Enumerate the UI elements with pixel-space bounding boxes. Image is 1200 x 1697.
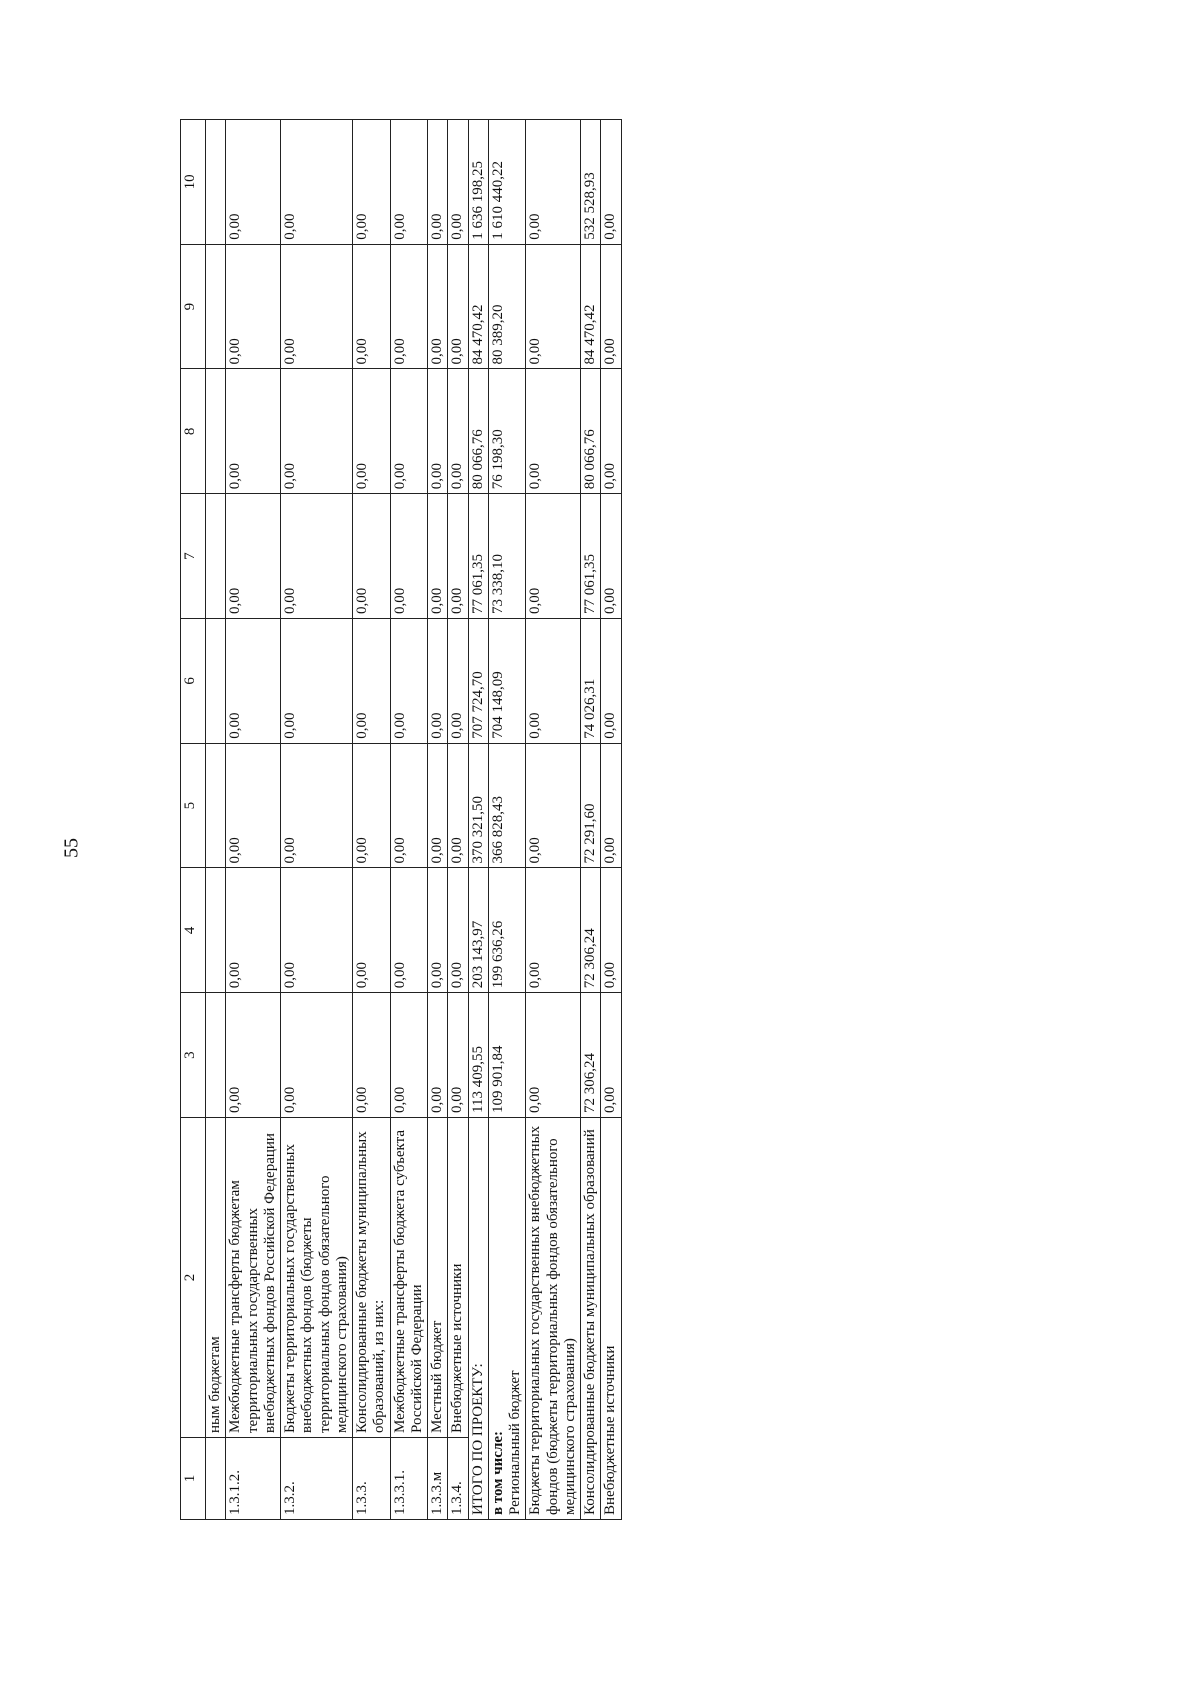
breakdown-name: Региональный бюджет [507, 1370, 523, 1515]
continuation-row [206, 120, 226, 1520]
breakdown-name: Внебюджетные источники [601, 1118, 621, 1520]
value-cell: 0,00 [448, 494, 468, 619]
value-cell: 0,00 [390, 743, 428, 868]
value-cell: 0,00 [226, 244, 281, 369]
value-cell: 0,00 [353, 993, 391, 1118]
row-id: 1.3.2. [281, 1438, 353, 1520]
value-cell: 203 143,97 [468, 868, 488, 993]
table-row [390, 120, 428, 1520]
value-cell: 0,00 [226, 619, 281, 744]
value-cell: 80 066,76 [581, 369, 601, 494]
value-cell: 0,00 [428, 369, 448, 494]
value-cell: 77 061,35 [468, 494, 488, 619]
value-cell: 109 901,84 [488, 993, 526, 1118]
value-cell: 0,00 [353, 868, 391, 993]
table-row [226, 120, 281, 1520]
value-cell: 0,00 [601, 120, 621, 245]
value-cell: 0,00 [428, 993, 448, 1118]
value-cell: 72 306,24 [581, 868, 601, 993]
value-cell: 0,00 [281, 868, 353, 993]
value-cell: 0,00 [281, 619, 353, 744]
table-row [281, 120, 353, 1520]
value-cell: 0,00 [226, 743, 281, 868]
value-cell: 1 636 198,25 [468, 120, 488, 245]
row-id: 1.3.3. [353, 1438, 391, 1520]
value-cell: 0,00 [601, 993, 621, 1118]
value-cell: 0,00 [526, 868, 581, 993]
value-cell: 0,00 [281, 369, 353, 494]
value-cell: 0,00 [448, 619, 468, 744]
value-cell: 0,00 [448, 244, 468, 369]
header-cell: 7 [181, 494, 206, 619]
value-cell: 0,00 [448, 993, 468, 1118]
breakdown-row [526, 120, 581, 1520]
value-cell: 113 409,55 [468, 993, 488, 1118]
value-cell: 0,00 [428, 120, 448, 245]
value-cell: 0,00 [448, 743, 468, 868]
breakdown-prefix: в том числе: [489, 1430, 506, 1515]
header-cell: 9 [181, 244, 206, 369]
value-cell: 0,00 [353, 619, 391, 744]
row-name: Бюджеты территориальных государственных внебюджетных фондов (бюджеты территориальных фондов обязательного медицинского страхования) [281, 1118, 353, 1438]
header-cell: 10 [181, 120, 206, 245]
value-cell: 0,00 [353, 369, 391, 494]
value-cell: 0,00 [390, 369, 428, 494]
value-cell: 0,00 [448, 868, 468, 993]
value-cell: 77 061,35 [581, 494, 601, 619]
breakdown-name: Консолидированные бюджеты муниципальных образований [581, 1118, 601, 1520]
value-cell: 0,00 [226, 120, 281, 245]
value-cell: 0,00 [601, 743, 621, 868]
value-cell: 370 321,50 [468, 743, 488, 868]
breakdown-label [488, 1118, 526, 1520]
value-cell: 72 291,60 [581, 743, 601, 868]
value-cell: 0,00 [428, 619, 448, 744]
value-cell: 0,00 [353, 244, 391, 369]
row-name: Внебюджетные источники [448, 1118, 468, 1438]
value-cell: 0,00 [390, 120, 428, 245]
table-row [448, 120, 468, 1520]
value-cell: 76 198,30 [488, 369, 526, 494]
table-row [428, 120, 448, 1520]
total-label: ИТОГО ПО ПРОЕКТУ: [468, 1118, 488, 1520]
breakdown-row [581, 120, 601, 1520]
value-cell: 0,00 [601, 244, 621, 369]
value-cell: 0,00 [428, 244, 448, 369]
header-cell: 6 [181, 619, 206, 744]
row-name: Межбюджетные трансферты бюджета субъекта Российской Федерации [390, 1118, 428, 1438]
value-cell: 0,00 [448, 120, 468, 245]
value-cell: 0,00 [390, 868, 428, 993]
breakdown-row [488, 120, 526, 1520]
value-cell: 0,00 [226, 868, 281, 993]
row-id: 1.3.3.1. [390, 1438, 428, 1520]
header-cell: 3 [181, 993, 206, 1118]
value-cell: 0,00 [526, 993, 581, 1118]
header-cell: 2 [181, 1118, 206, 1438]
header-cell: 5 [181, 743, 206, 868]
value-cell: 84 470,42 [468, 244, 488, 369]
value-cell: 0,00 [428, 868, 448, 993]
value-cell: 74 026,31 [581, 619, 601, 744]
breakdown-row [601, 120, 621, 1520]
header-cell: 1 [181, 1438, 206, 1520]
value-cell: 0,00 [526, 369, 581, 494]
value-cell: 0,00 [526, 494, 581, 619]
header-row [181, 120, 206, 1520]
value-cell: 704 148,09 [488, 619, 526, 744]
value-cell: 1 610 440,22 [488, 120, 526, 245]
value-cell: 0,00 [601, 369, 621, 494]
value-cell: 0,00 [353, 743, 391, 868]
value-cell: 0,00 [281, 993, 353, 1118]
row-name: Межбюджетные трансферты бюджетам территориальных государственных внебюджетных фондов Российской Федерации [226, 1118, 281, 1438]
row-id: 1.3.1.2. [226, 1438, 281, 1520]
value-cell: 0,00 [526, 743, 581, 868]
row-id [206, 1438, 226, 1520]
value-cell: 0,00 [281, 494, 353, 619]
table-row [353, 120, 391, 1520]
row-name: Консолидированные бюджеты муниципальных образований, из них: [353, 1118, 391, 1438]
rotated-table-container [180, 120, 1060, 1520]
value-cell: 366 828,43 [488, 743, 526, 868]
value-cell: 0,00 [390, 993, 428, 1118]
value-cell: 0,00 [353, 494, 391, 619]
row-name: ным бюджетам [206, 1118, 226, 1438]
value-cell: 532 528,93 [581, 120, 601, 245]
value-cell: 0,00 [353, 120, 391, 245]
row-name: Местный бюджет [428, 1118, 448, 1438]
value-cell: 73 338,10 [488, 494, 526, 619]
value-cell: 0,00 [526, 244, 581, 369]
value-cell: 0,00 [428, 494, 448, 619]
value-cell: 0,00 [390, 494, 428, 619]
value-cell: 0,00 [226, 369, 281, 494]
value-cell: 0,00 [601, 494, 621, 619]
value-cell: 0,00 [281, 743, 353, 868]
page-number: 55 [60, 838, 83, 858]
value-cell: 0,00 [428, 743, 448, 868]
value-cell: 0,00 [281, 244, 353, 369]
value-cell: 84 470,42 [581, 244, 601, 369]
row-id: 1.3.3.м [428, 1438, 448, 1520]
value-cell: 199 636,26 [488, 868, 526, 993]
budget-table [180, 119, 622, 1520]
value-cell: 707 724,70 [468, 619, 488, 744]
value-cell: 0,00 [390, 244, 428, 369]
row-id: 1.3.4. [448, 1438, 468, 1520]
value-cell: 80 066,76 [468, 369, 488, 494]
value-cell: 0,00 [226, 993, 281, 1118]
value-cell: 0,00 [448, 369, 468, 494]
total-row [468, 120, 488, 1520]
value-cell: 0,00 [526, 120, 581, 245]
value-cell: 0,00 [226, 494, 281, 619]
value-cell: 72 306,24 [581, 993, 601, 1118]
value-cell: 0,00 [601, 868, 621, 993]
value-cell: 80 389,20 [488, 244, 526, 369]
value-cell: 0,00 [526, 619, 581, 744]
header-cell: 8 [181, 369, 206, 494]
breakdown-name: Бюджеты территориальных государственных внебюджетных фондов (бюджеты территориальных фондов обязательного медицинского страхования) [526, 1118, 581, 1520]
header-cell: 4 [181, 868, 206, 993]
value-cell: 0,00 [390, 619, 428, 744]
value-cell: 0,00 [281, 120, 353, 245]
value-cell: 0,00 [601, 619, 621, 744]
